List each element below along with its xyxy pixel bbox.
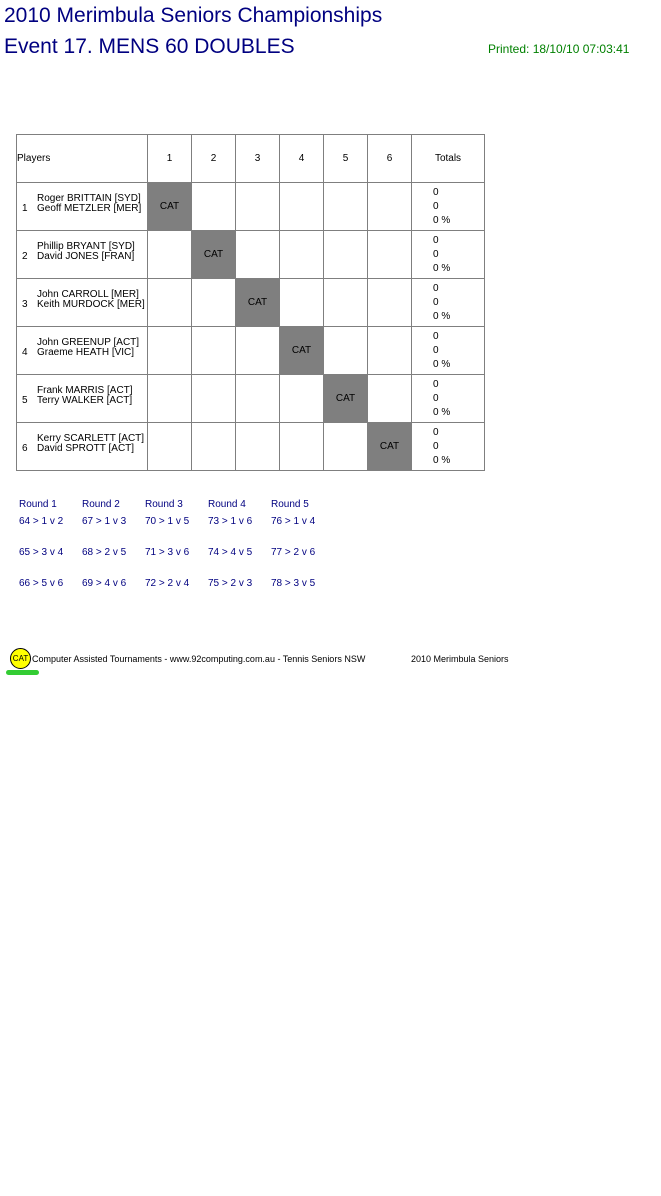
cat-cell: CAT — [192, 231, 236, 279]
event-title: Event 17. MENS 60 DOUBLES — [4, 35, 295, 58]
total-games: 0 — [433, 200, 439, 212]
match-entry: 72 > 2 v 4 — [145, 578, 190, 589]
total-wins: 0 — [433, 186, 439, 198]
totals-cell — [412, 375, 485, 423]
player-number: 1 — [22, 203, 28, 214]
match-entry: 69 > 4 v 6 — [82, 578, 127, 589]
total-percent: 0 % — [433, 454, 451, 466]
score-cell — [192, 279, 236, 327]
match-entry: 77 > 2 v 6 — [271, 547, 316, 558]
column-header-1: 1 — [148, 135, 192, 183]
player-name-2: Keith MURDOCK [MER] — [37, 299, 145, 310]
player-name-1: John GREENUP [ACT] — [37, 337, 140, 348]
totals-cell — [412, 231, 485, 279]
player-number: 2 — [22, 251, 28, 262]
score-cell — [192, 327, 236, 375]
player-name-1: John CARROLL [MER] — [37, 289, 139, 300]
round-label: Round 5 — [271, 499, 309, 510]
player-row — [17, 327, 485, 375]
total-wins: 0 — [433, 426, 439, 438]
totals-cell — [412, 279, 485, 327]
player-cell — [17, 327, 148, 375]
total-wins: 0 — [433, 330, 439, 342]
player-row — [17, 279, 485, 327]
match-entry: 66 > 5 v 6 — [19, 578, 64, 589]
total-percent: 0 % — [433, 406, 451, 418]
player-cell — [17, 375, 148, 423]
cat-logo-icon: CAT — [10, 648, 31, 669]
player-cell — [17, 231, 148, 279]
column-header-5: 5 — [324, 135, 368, 183]
player-name-1: Phillip BRYANT [SYD] — [37, 241, 135, 252]
score-cell — [236, 327, 280, 375]
players-header: Players — [17, 135, 148, 183]
match-entry: 65 > 3 v 4 — [19, 547, 64, 558]
player-row — [17, 231, 485, 279]
footer — [0, 646, 661, 676]
score-cell — [368, 327, 412, 375]
score-cell — [192, 183, 236, 231]
grid-header-row — [17, 135, 485, 183]
column-header-4: 4 — [280, 135, 324, 183]
match-entry: 74 > 4 v 5 — [208, 547, 253, 558]
cat-cell: CAT — [368, 423, 412, 471]
player-name-1: Kerry SCARLETT [ACT] — [37, 433, 145, 444]
player-row — [17, 375, 485, 423]
score-cell — [324, 183, 368, 231]
player-number: 5 — [22, 395, 28, 406]
score-cell — [148, 327, 192, 375]
total-percent: 0 % — [433, 262, 451, 274]
player-name-2: Graeme HEATH [VIC] — [37, 347, 135, 358]
match-entry: 70 > 1 v 5 — [145, 516, 190, 527]
round-label: Round 4 — [208, 499, 246, 510]
match-entry: 75 > 2 v 3 — [208, 578, 253, 589]
player-row — [17, 183, 485, 231]
player-name-1: Frank MARRIS [ACT] — [37, 385, 133, 396]
match-entry: 71 > 3 v 6 — [145, 547, 190, 558]
score-cell — [148, 423, 192, 471]
player-number: 3 — [22, 299, 28, 310]
player-name-2: David SPROTT [ACT] — [37, 443, 135, 454]
player-name-2: Geoff METZLER [MER] — [37, 203, 142, 214]
total-games: 0 — [433, 248, 439, 260]
player-row — [17, 423, 485, 471]
score-cell — [324, 423, 368, 471]
total-percent: 0 % — [433, 310, 451, 322]
score-cell — [280, 231, 324, 279]
player-cell — [17, 423, 148, 471]
score-cell — [368, 183, 412, 231]
score-cell — [236, 375, 280, 423]
score-cell — [148, 231, 192, 279]
match-entry: 67 > 1 v 3 — [82, 516, 127, 527]
score-cell — [280, 279, 324, 327]
column-header-3: 3 — [236, 135, 280, 183]
score-cell — [192, 423, 236, 471]
player-number: 4 — [22, 347, 28, 358]
score-cell — [148, 375, 192, 423]
totals-cell — [412, 327, 485, 375]
match-entry: 78 > 3 v 5 — [271, 578, 316, 589]
footer-credit: Computer Assisted Tournaments - www.92computing.com.au - Tennis Seniors NSW — [32, 654, 366, 664]
score-cell — [368, 375, 412, 423]
score-cell — [280, 375, 324, 423]
total-games: 0 — [433, 392, 439, 404]
score-cell — [236, 231, 280, 279]
printed-timestamp: Printed: 18/10/10 07:03:41 — [488, 42, 630, 56]
column-header-2: 2 — [192, 135, 236, 183]
round-label: Round 2 — [82, 499, 120, 510]
score-cell — [324, 279, 368, 327]
score-cell — [192, 375, 236, 423]
total-games: 0 — [433, 296, 439, 308]
player-cell — [17, 183, 148, 231]
totals-cell — [412, 183, 485, 231]
score-cell — [280, 423, 324, 471]
score-cell — [368, 279, 412, 327]
total-wins: 0 — [433, 378, 439, 390]
page-title: 2010 Merimbula Seniors Championships — [4, 4, 383, 27]
total-wins: 0 — [433, 282, 439, 294]
cat-cell: CAT — [148, 183, 192, 231]
total-games: 0 — [433, 344, 439, 356]
score-cell — [236, 183, 280, 231]
total-percent: 0 % — [433, 358, 451, 370]
player-name-2: David JONES [FRAN] — [37, 251, 135, 262]
totals-cell — [412, 423, 485, 471]
column-header-6: 6 — [368, 135, 412, 183]
round-robin-grid — [16, 134, 485, 471]
cat-cell: CAT — [324, 375, 368, 423]
player-cell — [17, 279, 148, 327]
round-label: Round 3 — [145, 499, 183, 510]
score-cell — [236, 423, 280, 471]
match-entry: 68 > 2 v 5 — [82, 547, 127, 558]
player-name-2: Terry WALKER [ACT] — [37, 395, 133, 406]
total-percent: 0 % — [433, 214, 451, 226]
score-cell — [324, 231, 368, 279]
totals-header: Totals — [412, 135, 485, 183]
total-games: 0 — [433, 440, 439, 452]
cat-cell: CAT — [280, 327, 324, 375]
total-wins: 0 — [433, 234, 439, 246]
score-cell — [368, 231, 412, 279]
logo-underline — [6, 670, 39, 675]
match-entry: 64 > 1 v 2 — [19, 516, 64, 527]
match-entry: 73 > 1 v 6 — [208, 516, 253, 527]
score-cell — [148, 279, 192, 327]
score-cell — [280, 183, 324, 231]
player-number: 6 — [22, 443, 28, 454]
player-name-1: Roger BRITTAIN [SYD] — [37, 193, 141, 204]
footer-event: 2010 Merimbula Seniors — [411, 654, 509, 664]
score-cell — [324, 327, 368, 375]
cat-cell: CAT — [236, 279, 280, 327]
match-entry: 76 > 1 v 4 — [271, 516, 316, 527]
round-label: Round 1 — [19, 499, 57, 510]
